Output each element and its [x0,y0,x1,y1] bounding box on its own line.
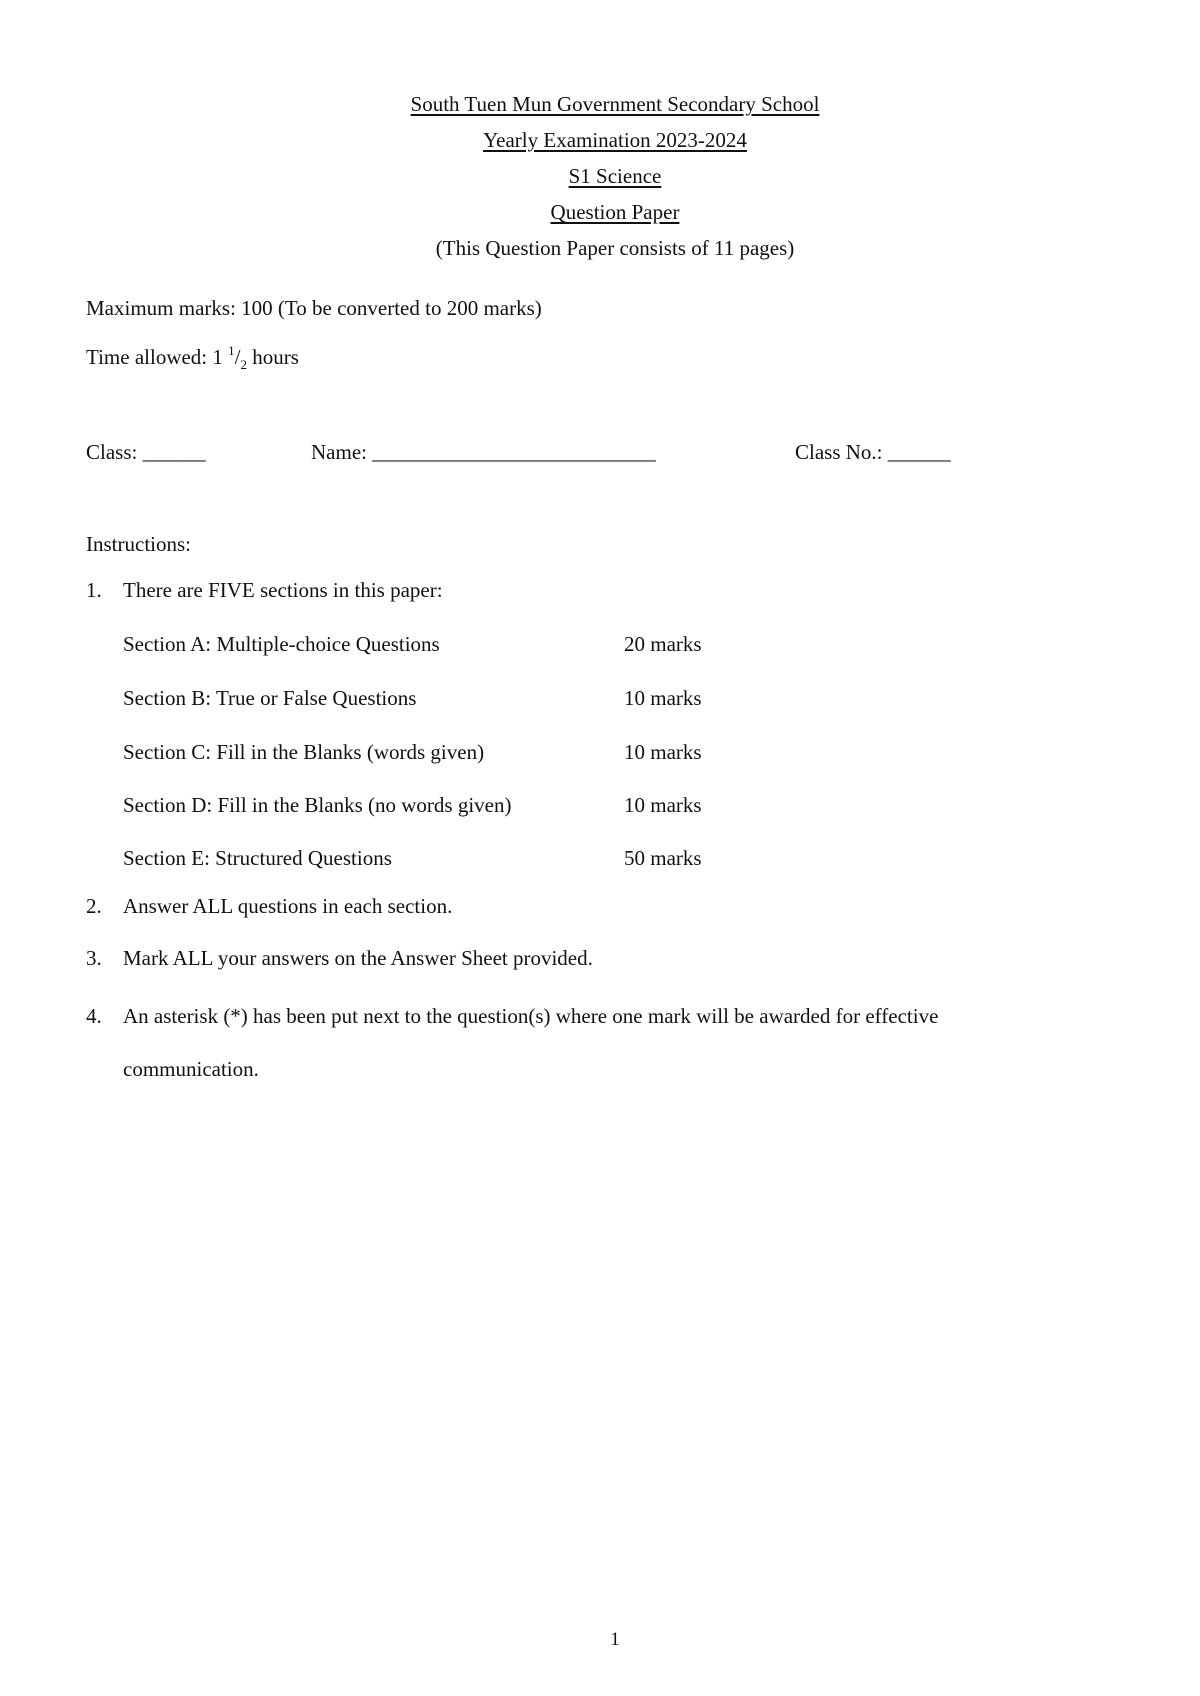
section-label: Section E: Structured Questions [123,846,392,870]
subject-title: S1 Science [568,164,662,188]
paper-header [0,86,1200,266]
paper-title: Question Paper [550,200,680,224]
instruction-text-continued: communication. [123,1057,259,1081]
section-row [123,740,823,770]
page-number: 1 [610,1629,620,1650]
exam-title: Yearly Examination 2023-2024 [483,128,747,152]
section-row [123,793,823,823]
section-marks: 10 marks [624,740,702,764]
instruction-number: 4. [86,1004,102,1028]
section-label: Section C: Fill in the Blanks (words given) [123,740,485,764]
time-slash: / [234,345,241,369]
instruction-number: 3. [86,946,102,970]
instruction-item [0,894,1200,924]
instruction-text: Mark ALL your answers on the Answer Sheet provided. [123,946,593,970]
time-denominator: 2 [240,357,247,372]
section-row [123,686,823,716]
instruction-item [0,578,1200,608]
time-allowed [86,345,299,370]
section-marks: 10 marks [624,686,702,710]
section-row [123,632,823,662]
section-marks: 10 marks [624,793,702,817]
class-no-field: Class No.: ______ [795,440,951,464]
instructions-title: Instructions: [86,532,191,556]
section-marks: 20 marks [624,632,702,656]
school-name: South Tuen Mun Government Secondary School [410,92,820,116]
instruction-number: 2. [86,894,102,918]
section-label: Section A: Multiple-choice Questions [123,632,440,656]
instruction-item [0,946,1200,976]
max-marks: Maximum marks: 100 (To be converted to 200 marks) [86,296,542,320]
page-count-note: (This Question Paper consists of 11 pages) [435,236,795,260]
name-field: Name: ___________________________ [311,440,656,464]
time-prefix: Time allowed: 1 [86,345,229,369]
section-label: Section B: True or False Questions [123,686,417,710]
instruction-text: There are FIVE sections in this paper: [123,578,443,602]
section-row [123,846,823,876]
instruction-item [0,1004,1200,1034]
instruction-text: An asterisk (*) has been put next to the question(s) where one mark will be awarded for effective [123,1004,939,1028]
instruction-text: Answer ALL questions in each section. [123,894,453,918]
time-numerator: 1 [228,343,235,358]
section-marks: 50 marks [624,846,702,870]
section-label: Section D: Fill in the Blanks (no words given) [123,793,512,817]
instruction-number: 1. [86,578,102,602]
time-suffix: hours [246,345,299,369]
class-field: Class: ______ [86,440,206,464]
